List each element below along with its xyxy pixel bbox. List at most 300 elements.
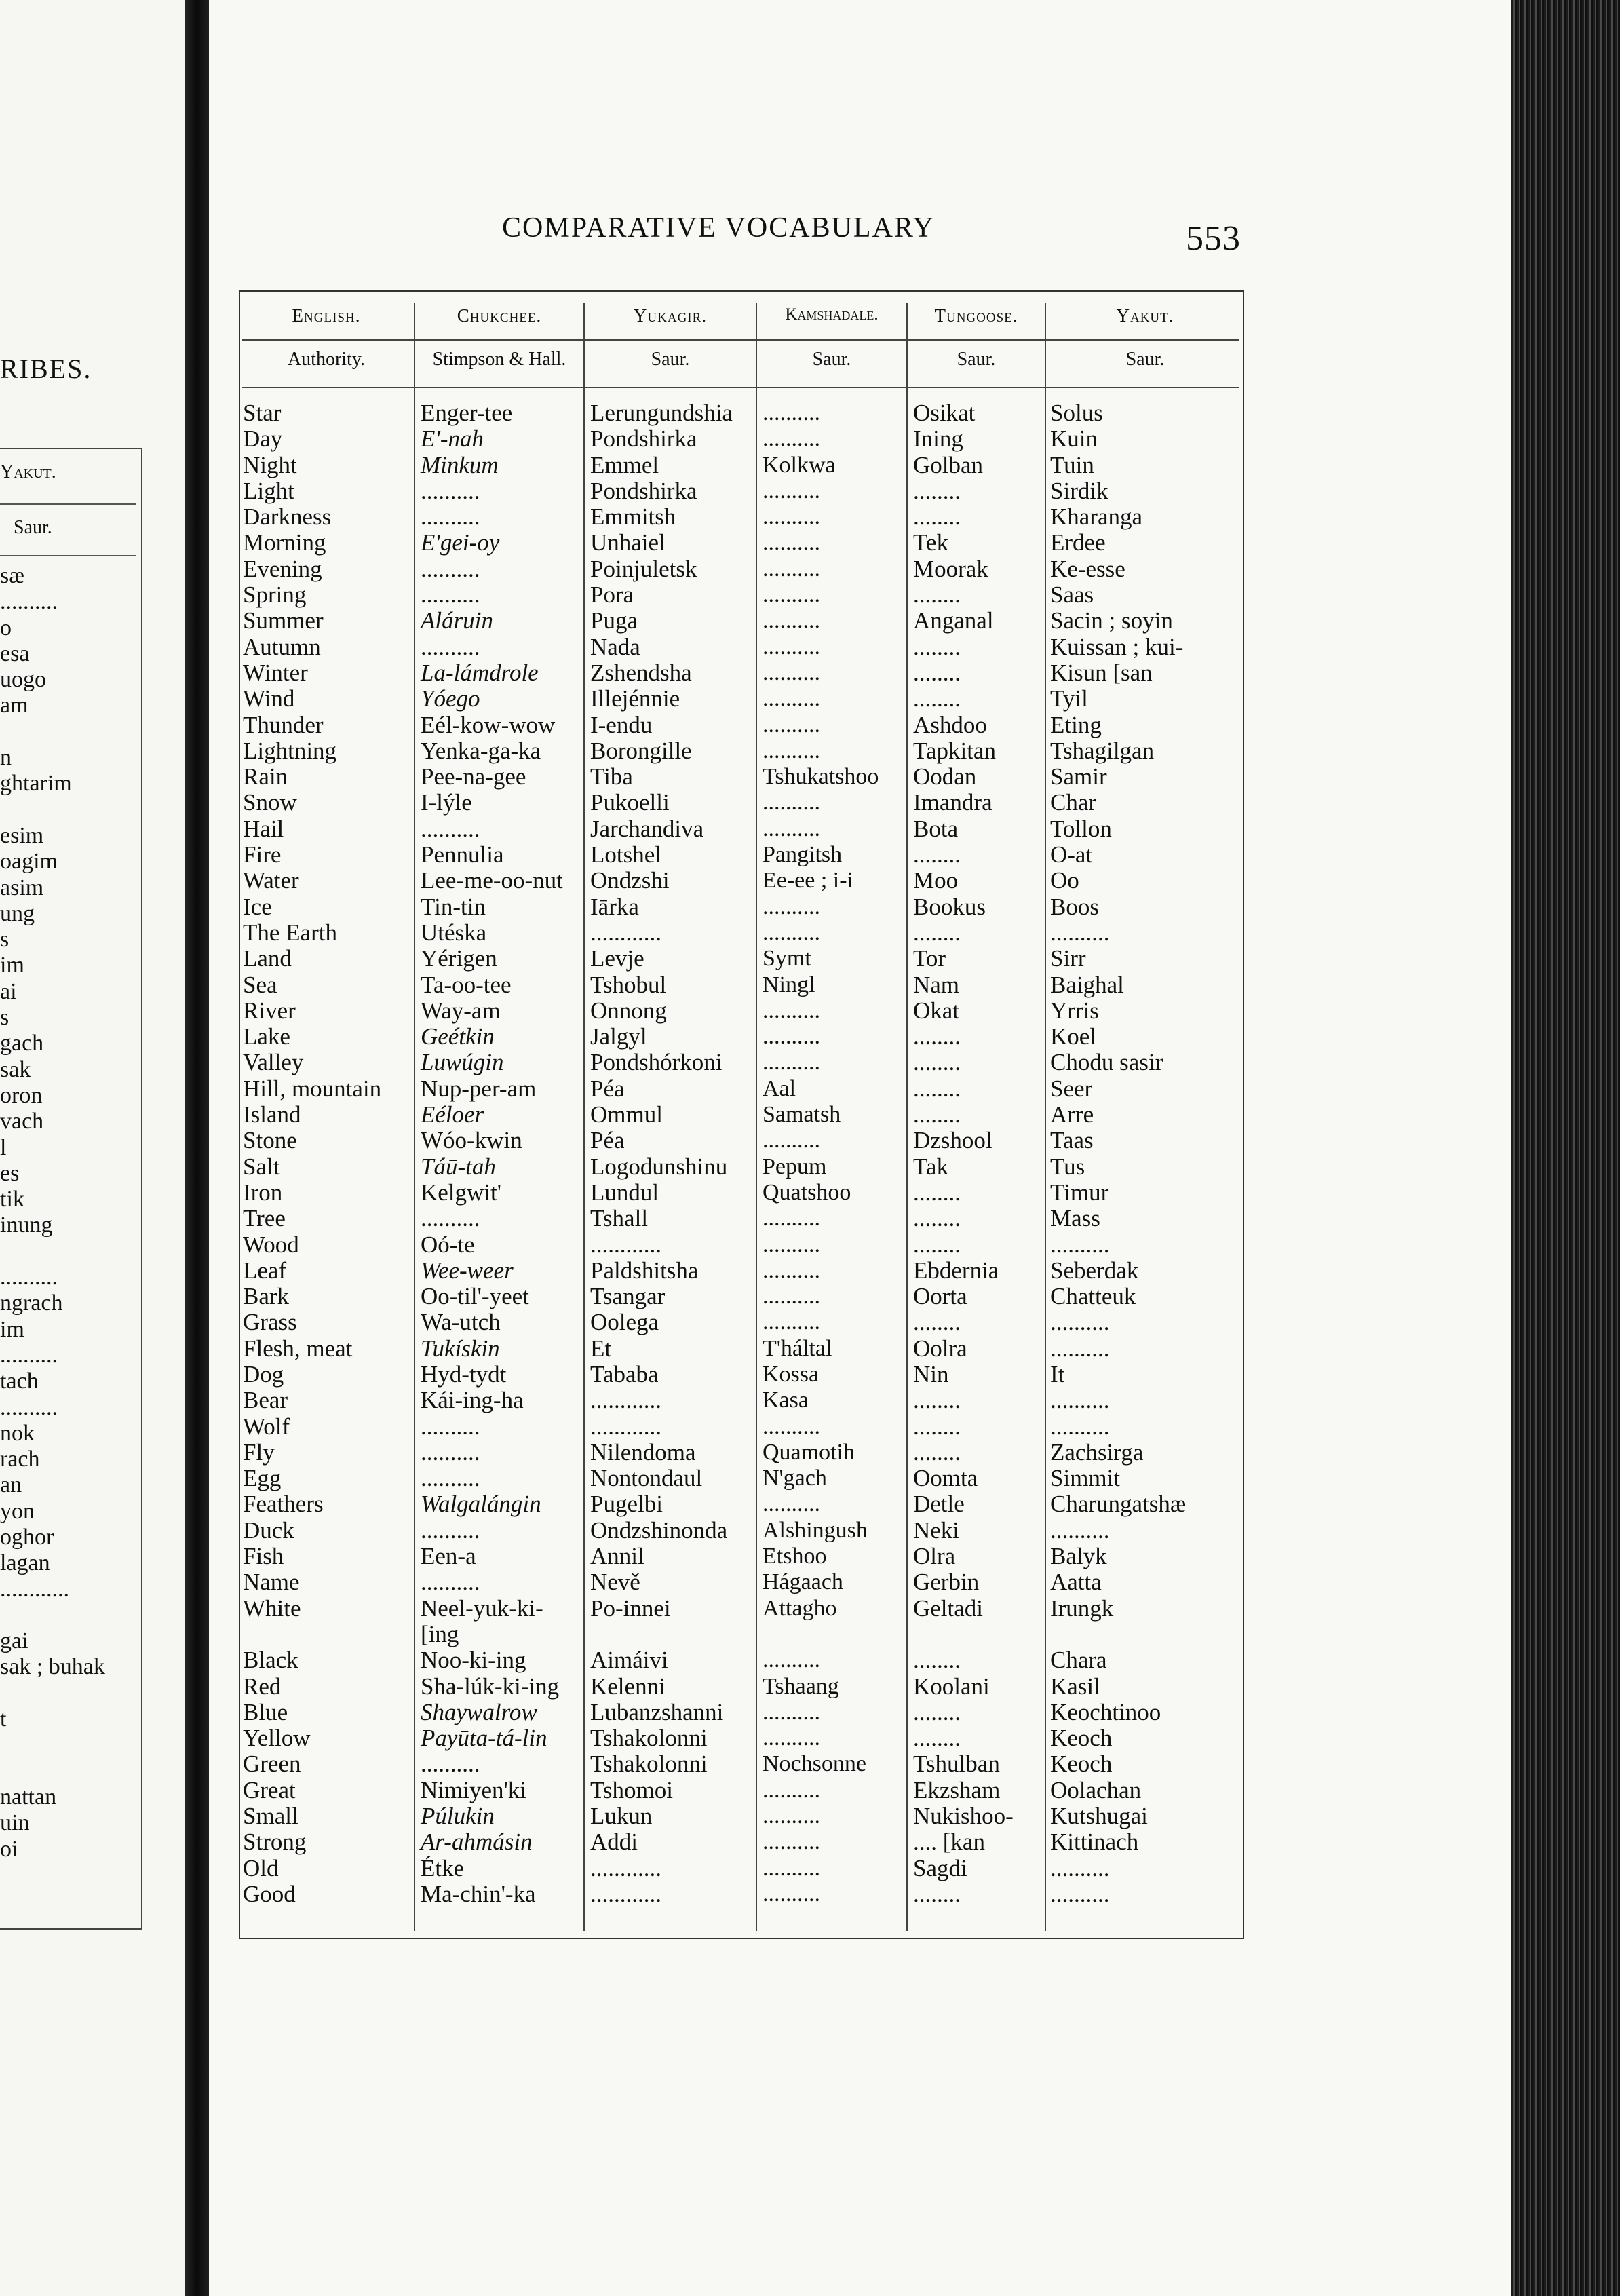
table-cell: Táū-tah bbox=[421, 1153, 496, 1180]
table-cell: Baighal bbox=[1050, 971, 1124, 998]
table-cell: .......... bbox=[763, 686, 820, 712]
page-number: 553 bbox=[1186, 219, 1241, 258]
table-cell: Pora bbox=[590, 581, 634, 609]
table-cell: Kossa bbox=[763, 1361, 819, 1387]
table-cell: Et bbox=[590, 1335, 612, 1362]
table-cell: Zachsirga bbox=[1050, 1438, 1144, 1466]
table-cell: ........ bbox=[913, 1049, 961, 1076]
left-page-word: rach bbox=[0, 1447, 40, 1472]
table-cell: .......... bbox=[763, 1777, 820, 1803]
table-cell: Grass bbox=[243, 1309, 297, 1336]
authority-kamshadale: Saur. bbox=[812, 349, 851, 370]
table-cell: ............ bbox=[590, 1413, 661, 1440]
table-cell: Étke bbox=[421, 1854, 465, 1881]
table-cell: Oolra bbox=[913, 1335, 967, 1362]
table-cell bbox=[763, 1622, 905, 1647]
table-cell: Sea bbox=[243, 971, 277, 998]
table-cell: Bear bbox=[243, 1387, 288, 1414]
left-page-word: uogo bbox=[0, 667, 46, 693]
table-cell: ........ bbox=[913, 1205, 961, 1232]
table-left-edge bbox=[239, 290, 240, 1939]
table-cell: Leaf bbox=[243, 1257, 287, 1284]
table-cell: Arre bbox=[1050, 1101, 1094, 1128]
table-cell: Etshoo bbox=[763, 1544, 827, 1569]
left-page-word: an bbox=[0, 1472, 22, 1498]
table-cell: Eting bbox=[1050, 711, 1102, 738]
table-cell: .......... bbox=[763, 1024, 820, 1050]
left-page-word bbox=[0, 1239, 142, 1265]
table-cell: Pondshórkoni bbox=[590, 1049, 722, 1076]
table-cell: ........ bbox=[913, 477, 961, 504]
left-page-word: s bbox=[0, 927, 9, 953]
table-cell: Tukískin bbox=[421, 1335, 500, 1362]
table-cell: Nimiyen'ki bbox=[421, 1776, 527, 1803]
table-cell: Pepum bbox=[763, 1153, 827, 1179]
table-cell: Geétkin bbox=[421, 1023, 495, 1050]
table-cell: .......... bbox=[421, 581, 480, 609]
table-cell: Nukishoo- bbox=[913, 1803, 1014, 1830]
left-page-word bbox=[0, 1603, 142, 1628]
table-cell: .......... bbox=[1050, 1309, 1110, 1336]
left-page-word: oghor bbox=[0, 1524, 54, 1550]
table-cell: ........ bbox=[913, 1725, 961, 1752]
table-cell: .......... bbox=[421, 1465, 480, 1492]
left-page-word: oi bbox=[0, 1836, 18, 1862]
table-cell: Ebdernia bbox=[913, 1257, 999, 1284]
table-cell: Red bbox=[243, 1672, 282, 1700]
authority-yakut: Saur. bbox=[1125, 349, 1165, 370]
left-page-word: o bbox=[0, 615, 12, 640]
table-cell: Ee-ee ; i-i bbox=[763, 868, 854, 894]
table-cell: Kelenni bbox=[590, 1672, 666, 1700]
table-cell: .......... bbox=[1050, 1413, 1110, 1440]
table-cell: Osikat bbox=[913, 400, 976, 426]
table-cell: I-lýle bbox=[421, 789, 472, 816]
table-cell: Wind bbox=[243, 685, 295, 712]
left-page-word: esa bbox=[0, 640, 30, 666]
table-cell: Darkness bbox=[243, 503, 332, 531]
table-cell: .......... bbox=[763, 712, 820, 738]
table-cell: Valley bbox=[243, 1049, 304, 1076]
table-cell: ........ bbox=[913, 1387, 961, 1414]
table-cell: Good bbox=[243, 1880, 296, 1907]
left-page-word: yon bbox=[0, 1498, 35, 1524]
table-cell: Evening bbox=[243, 555, 322, 582]
column-divider bbox=[583, 303, 585, 1931]
table-cell: Púlukin bbox=[421, 1803, 495, 1830]
table-cell: Timur bbox=[1050, 1179, 1109, 1206]
table-cell: Tshobul bbox=[590, 971, 667, 998]
left-page-word: ghtarim bbox=[0, 771, 72, 797]
table-cell: Egg bbox=[243, 1465, 282, 1492]
table-cell: Aatta bbox=[1050, 1569, 1102, 1596]
table-cell: Kolkwa bbox=[763, 452, 836, 478]
table-cell: .......... bbox=[1050, 1516, 1110, 1544]
column-tungoose bbox=[913, 400, 1043, 1907]
table-cell: Péa bbox=[590, 1075, 625, 1102]
table-cell: Levje bbox=[590, 945, 644, 972]
table-cell: Mass bbox=[1050, 1205, 1100, 1232]
table-cell: Kasil bbox=[1050, 1672, 1100, 1700]
table-cell: Oó-te bbox=[421, 1231, 475, 1258]
table-cell: .......... bbox=[763, 894, 820, 919]
table-cell: Kái-ing-ha bbox=[421, 1387, 524, 1414]
table-cell: It bbox=[1050, 1360, 1065, 1388]
table-cell: Aal bbox=[763, 1075, 796, 1101]
table-cell: Oo bbox=[1050, 867, 1079, 894]
table-cell: .......... bbox=[763, 1309, 820, 1335]
left-page-word: ............ bbox=[0, 1576, 69, 1602]
table-cell: Stone bbox=[243, 1127, 297, 1154]
left-page-word: .......... bbox=[0, 1342, 58, 1368]
table-cell: Small bbox=[243, 1803, 298, 1830]
table-cell: Nontondaul bbox=[590, 1465, 703, 1492]
table-cell: Koel bbox=[1050, 1023, 1097, 1050]
table-cell: ........ bbox=[913, 1075, 961, 1102]
table-cell: Ommul bbox=[590, 1101, 663, 1128]
column-divider bbox=[756, 303, 757, 1931]
table-cell: Pukoelli bbox=[590, 789, 670, 816]
table-cell: Illejénnie bbox=[590, 685, 680, 712]
table-cell: River bbox=[243, 997, 296, 1024]
table-cell: Kuissan ; kui- bbox=[1050, 633, 1184, 660]
table-cell: .......... bbox=[421, 1750, 480, 1778]
left-page-word bbox=[0, 1759, 142, 1784]
header-tungoose: Tungoose. bbox=[934, 305, 1018, 326]
table-cell: Shaywalrow bbox=[421, 1698, 537, 1725]
table-cell: Okat bbox=[913, 997, 960, 1024]
table-cell: Island bbox=[243, 1101, 301, 1128]
table-cell bbox=[1050, 1622, 1241, 1647]
table-cell: Kutshugai bbox=[1050, 1803, 1148, 1830]
table-cell: Old bbox=[243, 1854, 279, 1881]
table-cell: .......... bbox=[763, 426, 820, 452]
table-cell: Snow bbox=[243, 789, 297, 816]
table-cell: Lundul bbox=[590, 1179, 659, 1206]
table-cell: Lotshel bbox=[590, 841, 661, 868]
column-divider bbox=[906, 303, 908, 1931]
column-divider bbox=[1045, 303, 1046, 1931]
table-cell: Nochsonne bbox=[763, 1751, 866, 1777]
left-page-column-header: Yakut. bbox=[0, 461, 56, 482]
table-cell: Poinjuletsk bbox=[590, 555, 697, 582]
table-cell: Péa bbox=[590, 1127, 625, 1154]
table-cell: Unhaiel bbox=[590, 529, 666, 556]
table-cell: Tshall bbox=[590, 1205, 649, 1232]
table-cell: .......... bbox=[421, 1438, 480, 1466]
left-page bbox=[0, 0, 185, 2296]
left-page-rule bbox=[0, 555, 136, 556]
table-cell: Een-a bbox=[421, 1543, 476, 1570]
table-cell: Ke-esse bbox=[1050, 555, 1125, 582]
table-cell: .......... bbox=[421, 1413, 480, 1440]
table-cell: Rain bbox=[243, 763, 288, 790]
table-cell: Black bbox=[243, 1647, 298, 1674]
table-cell: Boos bbox=[1050, 893, 1099, 920]
table-cell: Zshendsha bbox=[590, 659, 692, 686]
table-cell: .......... bbox=[421, 477, 480, 504]
table-cell: Night bbox=[243, 451, 297, 478]
table-cell: Oo-til'-yeet bbox=[421, 1283, 529, 1310]
table-cell: Wolf bbox=[243, 1413, 290, 1440]
table-cell: Imandra bbox=[913, 789, 992, 816]
table-cell: .......... bbox=[763, 582, 820, 608]
table-cell: Tyil bbox=[1050, 685, 1088, 712]
table-cell: ........ bbox=[913, 1023, 961, 1050]
table-cell: Tor bbox=[913, 945, 946, 972]
table-cell: Autumn bbox=[243, 633, 321, 660]
table-cell: Nada bbox=[590, 633, 640, 660]
left-page-word: .......... bbox=[0, 589, 58, 615]
table-cell: ............ bbox=[590, 1231, 661, 1258]
table-cell: ............ bbox=[590, 919, 661, 946]
table-cell: Flesh, meat bbox=[243, 1335, 353, 1362]
table-cell: Tshakolonni bbox=[590, 1725, 708, 1752]
left-page-word: im bbox=[0, 953, 24, 978]
left-page-word: .......... bbox=[0, 1394, 58, 1420]
left-page-word: nok bbox=[0, 1420, 35, 1446]
table-cell: ............ bbox=[590, 1880, 661, 1907]
table-cell: [ing bbox=[421, 1620, 459, 1647]
left-page-word: ngrach bbox=[0, 1290, 63, 1316]
table-cell: Salt bbox=[243, 1153, 280, 1180]
authority-rule bbox=[242, 387, 1239, 388]
table-cell: Summer bbox=[243, 607, 324, 634]
table-cell: Sagdi bbox=[913, 1854, 967, 1881]
table-cell: Kelgwit' bbox=[421, 1179, 502, 1206]
table-cell: Name bbox=[243, 1569, 300, 1596]
table-cell: Ma-chin'-ka bbox=[421, 1880, 536, 1907]
table-cell: Chara bbox=[1050, 1647, 1107, 1674]
table-cell: Yérigen bbox=[421, 945, 497, 972]
table-cell: .......... bbox=[421, 633, 480, 660]
table-cell: Hail bbox=[243, 815, 284, 842]
column-yakut bbox=[1050, 400, 1241, 1907]
left-page-word-list bbox=[0, 563, 142, 1862]
table-cell: Ashdoo bbox=[913, 711, 987, 738]
table-cell: Tus bbox=[1050, 1153, 1085, 1180]
table-cell: Great bbox=[243, 1776, 296, 1803]
table-cell: Wood bbox=[243, 1231, 299, 1258]
table-cell: .......... bbox=[763, 608, 820, 634]
table-cell: .......... bbox=[763, 659, 820, 685]
table-cell: Quamotih bbox=[763, 1439, 855, 1465]
table-cell: White bbox=[243, 1594, 301, 1622]
table-cell: Olra bbox=[913, 1543, 956, 1570]
table-cell: Water bbox=[243, 867, 299, 894]
table-cell: ........ bbox=[913, 685, 961, 712]
column-kamshadale bbox=[763, 400, 905, 1907]
table-cell: Ondzshi bbox=[590, 867, 670, 894]
left-page-word: n bbox=[0, 745, 12, 771]
left-page-word: tach bbox=[0, 1369, 39, 1394]
table-cell: Sha-lúk-ki-ing bbox=[421, 1672, 560, 1700]
table-cell: Paldshitsha bbox=[590, 1257, 699, 1284]
table-cell: Neel-yuk-ki- bbox=[421, 1594, 543, 1622]
table-cell: .......... bbox=[763, 1491, 820, 1517]
left-page-word: ung bbox=[0, 900, 35, 926]
left-page-word: gai bbox=[0, 1628, 28, 1654]
table-cell: Keoch bbox=[1050, 1725, 1113, 1752]
table-cell: Tsangar bbox=[590, 1283, 666, 1310]
table-cell: Jalgyl bbox=[590, 1023, 647, 1050]
table-cell: Taas bbox=[1050, 1127, 1094, 1154]
table-cell: Emmitsh bbox=[590, 503, 676, 531]
table-cell: Green bbox=[243, 1750, 301, 1778]
table-cell: Chatteuk bbox=[1050, 1283, 1136, 1310]
table-cell: ........ bbox=[913, 503, 961, 531]
table-cell: .......... bbox=[421, 1516, 480, 1544]
table-cell: Moo bbox=[913, 867, 959, 894]
table-cell: Yellow bbox=[243, 1725, 311, 1752]
table-cell: Oolachan bbox=[1050, 1776, 1142, 1803]
left-page-word: im bbox=[0, 1316, 24, 1342]
table-cell: .......... bbox=[763, 1881, 820, 1907]
column-chukchee bbox=[421, 400, 582, 1907]
table-cell: ........ bbox=[913, 1413, 961, 1440]
table-cell: Bookus bbox=[913, 893, 986, 920]
left-page-word bbox=[0, 719, 142, 745]
table-cell: ........ bbox=[913, 1438, 961, 1466]
header-yakut: Yakut. bbox=[1116, 305, 1174, 326]
table-cell: .......... bbox=[763, 478, 820, 503]
left-page-word: vach bbox=[0, 1109, 44, 1134]
table-cell: .......... bbox=[763, 1128, 820, 1153]
table-cell: Oodan bbox=[913, 763, 977, 790]
table-cell: Jarchandiva bbox=[590, 815, 704, 842]
table-cell: Symt bbox=[763, 946, 811, 972]
table-cell: Wa-utch bbox=[421, 1309, 501, 1336]
table-cell: Wee-weer bbox=[421, 1257, 514, 1284]
table-cell: Keochtinoo bbox=[1050, 1698, 1161, 1725]
table-cell: Ondzshinonda bbox=[590, 1516, 728, 1544]
table-cell: Pennulia bbox=[421, 841, 504, 868]
left-page-word: sak ; buhak bbox=[0, 1654, 105, 1680]
header-rule bbox=[242, 339, 1239, 341]
authority-chukchee: Stimpson & Hall. bbox=[432, 349, 566, 370]
table-cell: .......... bbox=[763, 1206, 820, 1231]
table-cell: Geltadi bbox=[913, 1594, 984, 1622]
table-cell: .......... bbox=[763, 790, 820, 816]
table-cell: Nilendoma bbox=[590, 1438, 696, 1466]
left-page-word: inung bbox=[0, 1212, 53, 1238]
table-cell: Borongille bbox=[590, 737, 692, 764]
table-cell: Tak bbox=[913, 1153, 948, 1180]
table-cell: .......... bbox=[1050, 1387, 1110, 1414]
table-cell: .......... bbox=[763, 634, 820, 659]
table-cell: Lightning bbox=[243, 737, 337, 764]
table-cell: Kittinach bbox=[1050, 1829, 1139, 1856]
table-cell: .......... bbox=[763, 1413, 820, 1439]
table-cell bbox=[590, 1622, 754, 1647]
table-cell: Tree bbox=[243, 1205, 286, 1232]
table-cell: Quatshoo bbox=[763, 1179, 851, 1205]
table-cell: Wóo-kwin bbox=[421, 1127, 522, 1154]
table-cell: Walgalángin bbox=[421, 1491, 541, 1518]
table-cell: Charungatshæ bbox=[1050, 1491, 1187, 1518]
left-page-word: nattan bbox=[0, 1784, 57, 1810]
column-english bbox=[243, 400, 412, 1907]
left-page-word: sæ bbox=[0, 563, 24, 588]
table-cell: Nam bbox=[913, 971, 960, 998]
table-cell: N'gach bbox=[763, 1466, 827, 1491]
table-cell: Emmel bbox=[590, 451, 659, 478]
table-cell: Neki bbox=[913, 1516, 960, 1544]
left-page-word bbox=[0, 1732, 142, 1758]
table-cell: Hill, mountain bbox=[243, 1075, 382, 1102]
table-cell: .......... bbox=[763, 1647, 820, 1673]
table-cell: Eél-kow-wow bbox=[421, 711, 556, 738]
table-cell: Oomta bbox=[913, 1465, 978, 1492]
table-cell: Nevě bbox=[590, 1569, 640, 1596]
table-cell: ............ bbox=[590, 1854, 661, 1881]
vocabulary-table bbox=[239, 290, 1244, 1939]
table-cell: Puga bbox=[590, 607, 638, 634]
table-cell: Kharanga bbox=[1050, 503, 1143, 531]
column-divider bbox=[414, 303, 415, 1931]
table-cell: Lukun bbox=[590, 1803, 653, 1830]
table-cell: Aimáivi bbox=[590, 1647, 668, 1674]
table-cell: .......... bbox=[763, 1803, 820, 1829]
table-cell: Luwúgin bbox=[421, 1049, 504, 1076]
table-cell: Duck bbox=[243, 1516, 294, 1544]
table-cell: .......... bbox=[763, 1725, 820, 1751]
table-cell: .......... bbox=[1050, 1335, 1110, 1362]
table-cell: Nin bbox=[913, 1360, 949, 1388]
left-page-word bbox=[0, 1681, 142, 1706]
table-cell: Koolani bbox=[913, 1672, 990, 1700]
table-cell: Pondshirka bbox=[590, 425, 697, 453]
table-cell: Tababa bbox=[590, 1360, 659, 1388]
header-english: English. bbox=[292, 305, 361, 326]
table-cell: .......... bbox=[763, 556, 820, 581]
table-cell: Addi bbox=[590, 1829, 638, 1856]
table-cell: ........ bbox=[913, 581, 961, 609]
table-cell: ........ bbox=[913, 919, 961, 946]
table-cell: .......... bbox=[763, 1050, 820, 1075]
left-page-authority: Saur. bbox=[14, 517, 52, 538]
table-cell: Tshagilgan bbox=[1050, 737, 1155, 764]
table-cell: Spring bbox=[243, 581, 307, 609]
table-cell: Tiba bbox=[590, 763, 633, 790]
table-cell: .......... bbox=[763, 816, 820, 841]
table-cell: Char bbox=[1050, 789, 1097, 816]
table-cell: Iārka bbox=[590, 893, 639, 920]
table-cell: Annil bbox=[590, 1543, 644, 1570]
table-cell: Sirdik bbox=[1050, 477, 1108, 504]
table-cell: .......... bbox=[763, 1231, 820, 1257]
table-cell: .......... bbox=[763, 738, 820, 763]
table-cell: Tollon bbox=[1050, 815, 1112, 842]
table-cell: Detle bbox=[913, 1491, 965, 1518]
table-cell: Lubanzshanni bbox=[590, 1698, 724, 1725]
table-cell: Chodu sasir bbox=[1050, 1049, 1163, 1076]
table-cell: .......... bbox=[1050, 1854, 1110, 1881]
header-chukchee: Chukchee. bbox=[457, 305, 542, 326]
table-cell: Hyd-tydt bbox=[421, 1360, 507, 1388]
left-page-word: gach bbox=[0, 1031, 44, 1056]
table-cell: Balyk bbox=[1050, 1543, 1107, 1570]
left-page-word: lagan bbox=[0, 1550, 50, 1576]
table-cell: Samatsh bbox=[763, 1102, 841, 1128]
table-cell: Sacin ; soyin bbox=[1050, 607, 1173, 634]
table-cell: Feathers bbox=[243, 1491, 324, 1518]
table-cell bbox=[913, 1622, 1043, 1647]
table-cell: .......... bbox=[1050, 1880, 1110, 1907]
table-cell: Land bbox=[243, 945, 292, 972]
authority-yukagir: Saur. bbox=[651, 349, 690, 370]
book-fore-edge bbox=[1511, 0, 1620, 2296]
